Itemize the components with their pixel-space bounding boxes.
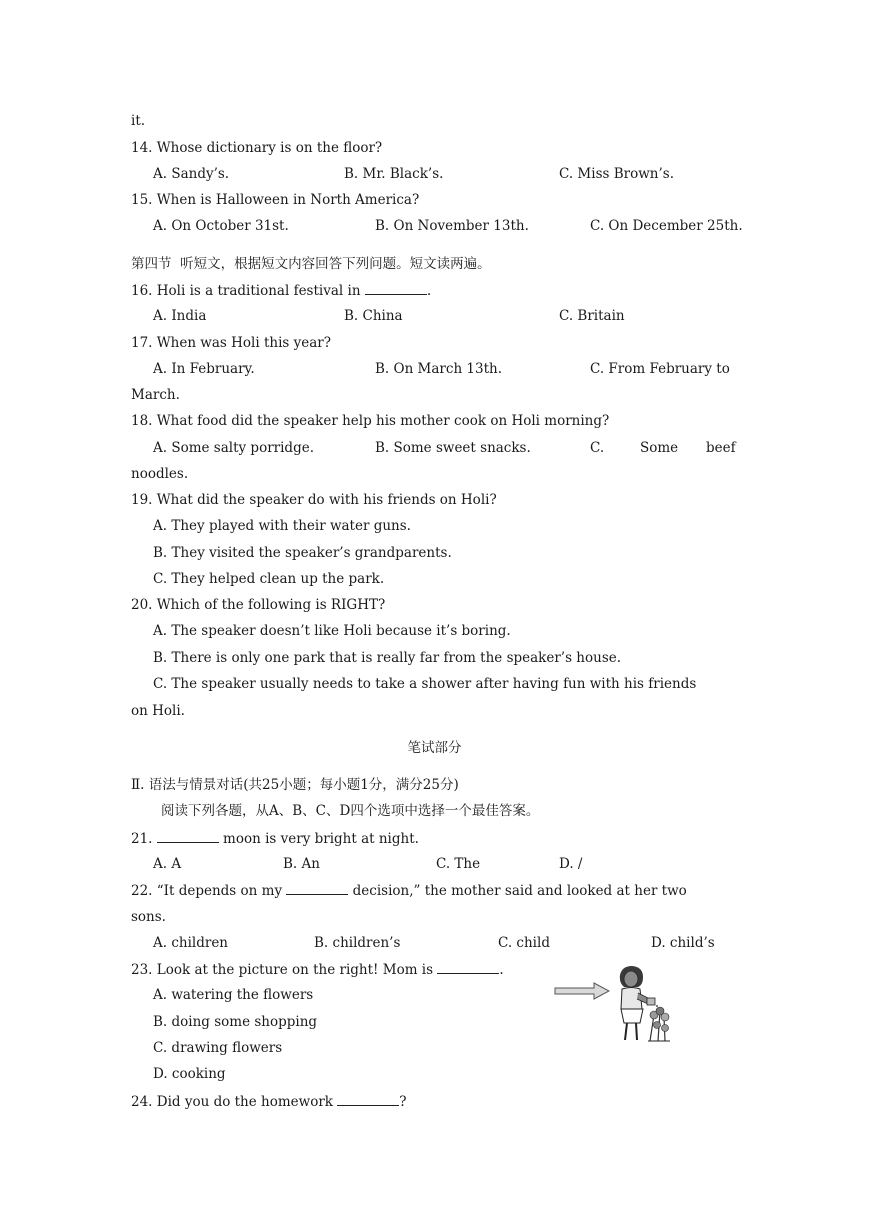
question-23-option-c: C. drawing flowers <box>153 1040 283 1056</box>
option-b: B. Mr. Black’s. <box>344 166 444 182</box>
option-c: C. Britain <box>559 308 625 324</box>
question-18: 18. What food did the speaker help his mother cook on Holi morning? <box>131 413 610 429</box>
option-b: B. children’s <box>314 935 401 951</box>
option-c: C. The <box>436 856 481 872</box>
option-c: C. Miss Brown’s. <box>559 166 674 182</box>
option-a: A. Sandy’s. <box>153 166 230 182</box>
question-18-continued: noodles. <box>131 466 189 482</box>
question-17: 17. When was Holi this year? <box>131 335 331 351</box>
answer-blank <box>437 960 499 974</box>
option-c: C. child <box>498 935 550 951</box>
option-b: B. An <box>283 856 320 872</box>
option-b: B. China <box>344 308 403 324</box>
question-22-continued: sons. <box>131 909 166 925</box>
answer-blank <box>157 829 219 843</box>
question-19: 19. What did the speaker do with his friends on Holi? <box>131 492 497 508</box>
option-a: A. In February. <box>153 361 255 377</box>
question-23-option-b: B. doing some shopping <box>153 1014 318 1030</box>
question-20-continued: on Holi. <box>131 703 185 719</box>
option-d: D. / <box>559 856 583 872</box>
option-c-word: beef <box>706 440 736 456</box>
question-19-option-b: B. They visited the speaker’s grandparents. <box>153 545 452 561</box>
option-a: A. Some salty porridge. <box>153 440 314 456</box>
question-15: 15. When is Halloween in North America? <box>131 192 420 208</box>
question-16: 16. Holi is a traditional festival in . <box>131 283 432 299</box>
option-b: B. On November 13th. <box>375 218 529 234</box>
question-23-option-a: A. watering the flowers <box>153 987 314 1003</box>
option-c: C. From February to <box>590 361 730 377</box>
part-ii-instructions: 阅读下列各题，从A、B、C、D四个选项中选择一个最佳答案。 <box>161 803 540 819</box>
option-c-word: Some <box>640 440 679 456</box>
section-4-heading: 第四节 听短文，根据短文内容回答下列问题。短文读两遍。 <box>131 256 491 272</box>
answer-blank <box>365 281 427 295</box>
question-19-option-c: C. They helped clean up the park. <box>153 571 385 587</box>
mother-watering-flowers-icon <box>610 965 672 1043</box>
question-19-option-a: A. They played with their water guns. <box>153 518 411 534</box>
option-d: D. child’s <box>651 935 715 951</box>
answer-blank <box>286 881 348 895</box>
answer-blank <box>337 1092 399 1106</box>
question-17-continued: March. <box>131 387 180 403</box>
option-b: B. On March 13th. <box>375 361 503 377</box>
option-b: B. Some sweet snacks. <box>375 440 531 456</box>
option-c: C. <box>590 440 605 456</box>
question-14: 14. Whose dictionary is on the floor? <box>131 140 383 156</box>
question-21: 21. moon is very bright at night. <box>131 831 419 847</box>
pointer-arrow-icon <box>554 982 610 1000</box>
question-24: 24. Did you do the homework ? <box>131 1094 407 1110</box>
option-a: A. On October 31st. <box>153 218 289 234</box>
written-section-title: 笔试部分 <box>407 740 462 756</box>
question-22: 22. “It depends on my decision,” the mother said and looked at her two <box>131 883 687 899</box>
question-23-option-d: D. cooking <box>153 1066 226 1082</box>
part-ii-heading: Ⅱ. 语法与情景对话(共25小题；每小题1分，满分25分) <box>131 777 459 793</box>
option-a: A. India <box>153 308 207 324</box>
line-continued: it. <box>131 113 146 129</box>
question-20-option-c: C. The speaker usually needs to take a shower after having fun with his friends <box>153 676 697 692</box>
question-20-option-b: B. There is only one park that is really far from the speaker’s house. <box>153 650 622 666</box>
option-c: C. On December 25th. <box>590 218 743 234</box>
question-20-option-a: A. The speaker doesn’t like Holi because it’s boring. <box>153 623 511 639</box>
option-a: A. A <box>153 856 182 872</box>
question-20: 20. Which of the following is RIGHT? <box>131 597 386 613</box>
question-23: 23. Look at the picture on the right! Mom is . <box>131 962 504 978</box>
option-a: A. children <box>153 935 229 951</box>
